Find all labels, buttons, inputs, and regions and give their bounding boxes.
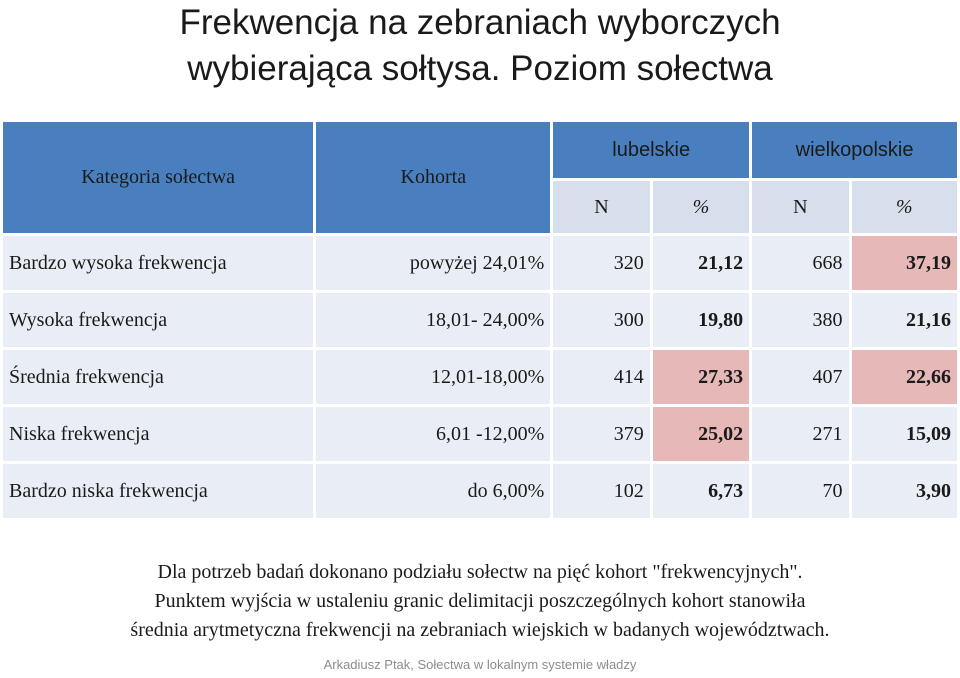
slide-title: [0, 0, 960, 92]
cell-lub-pct: 21,12: [653, 236, 749, 290]
cell-lub-n: 414: [553, 350, 649, 404]
cell-cohort: 18,01- 24,00%: [316, 293, 550, 347]
cell-category: Bardzo wysoka frekwencja: [3, 236, 313, 290]
header-lub-pct: %: [653, 181, 749, 233]
cell-wlkp-pct: 22,66: [852, 350, 957, 404]
note-line-2: Punktem wyjścia w ustaleniu granic delimitacji poszczególnych kohort stanowiła: [154, 590, 806, 612]
cell-cohort: powyżej 24,01%: [316, 236, 550, 290]
cell-cohort: 12,01-18,00%: [316, 350, 550, 404]
cell-cohort: do 6,00%: [316, 464, 550, 518]
cell-lub-n: 379: [553, 407, 649, 461]
cell-wlkp-n: 70: [752, 464, 848, 518]
header-wlkp-n: N: [752, 181, 848, 233]
header-wielkopolskie: wielkopolskie: [752, 122, 957, 178]
cell-cohort: 6,01 -12,00%: [316, 407, 550, 461]
table-row: [3, 293, 957, 347]
table-row: [3, 236, 957, 290]
header-lubelskie: lubelskie: [553, 122, 749, 178]
footer-credit: Arkadiusz Ptak, Sołectwa w lokalnym systemie władzy: [323, 657, 637, 672]
cell-wlkp-n: 668: [752, 236, 848, 290]
cell-wlkp-pct: 37,19: [852, 236, 957, 290]
header-cohort: Kohorta: [316, 122, 550, 233]
title-line-2: wybierająca sołtysa. Poziom sołectwa: [187, 49, 773, 88]
cell-wlkp-n: 407: [752, 350, 848, 404]
cell-wlkp-pct: 3,90: [852, 464, 957, 518]
header-category: Kategoria sołectwa: [3, 122, 313, 233]
note-line-1: Dla potrzeb badań dokonano podziału sołectw na pięć kohort "frekwencyjnych".: [157, 561, 803, 583]
cell-category: Średnia frekwencja: [3, 350, 313, 404]
methodology-note: [0, 558, 960, 645]
cell-lub-n: 102: [553, 464, 649, 518]
table-row: [3, 350, 957, 404]
cell-category: Bardzo niska frekwencja: [3, 464, 313, 518]
cell-lub-pct: 27,33: [653, 350, 749, 404]
cell-lub-pct: 19,80: [653, 293, 749, 347]
cell-lub-pct: 6,73: [653, 464, 749, 518]
cell-lub-n: 300: [553, 293, 649, 347]
header-lub-n: N: [553, 181, 649, 233]
cell-wlkp-n: 271: [752, 407, 848, 461]
note-line-3: średnia arytmetyczna frekwencji na zebraniach wiejskich w badanych województwach.: [130, 619, 830, 641]
cell-category: Wysoka frekwencja: [3, 293, 313, 347]
cell-lub-n: 320: [553, 236, 649, 290]
cell-wlkp-n: 380: [752, 293, 848, 347]
cell-category: Niska frekwencja: [3, 407, 313, 461]
cell-wlkp-pct: 21,16: [852, 293, 957, 347]
table-row: [3, 464, 957, 518]
cell-wlkp-pct: 15,09: [852, 407, 957, 461]
cell-lub-pct: 25,02: [653, 407, 749, 461]
turnout-table: [0, 119, 960, 521]
header-wlkp-pct: %: [852, 181, 957, 233]
title-line-1: Frekwencja na zebraniach wyborczych: [179, 3, 781, 42]
table-row: [3, 407, 957, 461]
